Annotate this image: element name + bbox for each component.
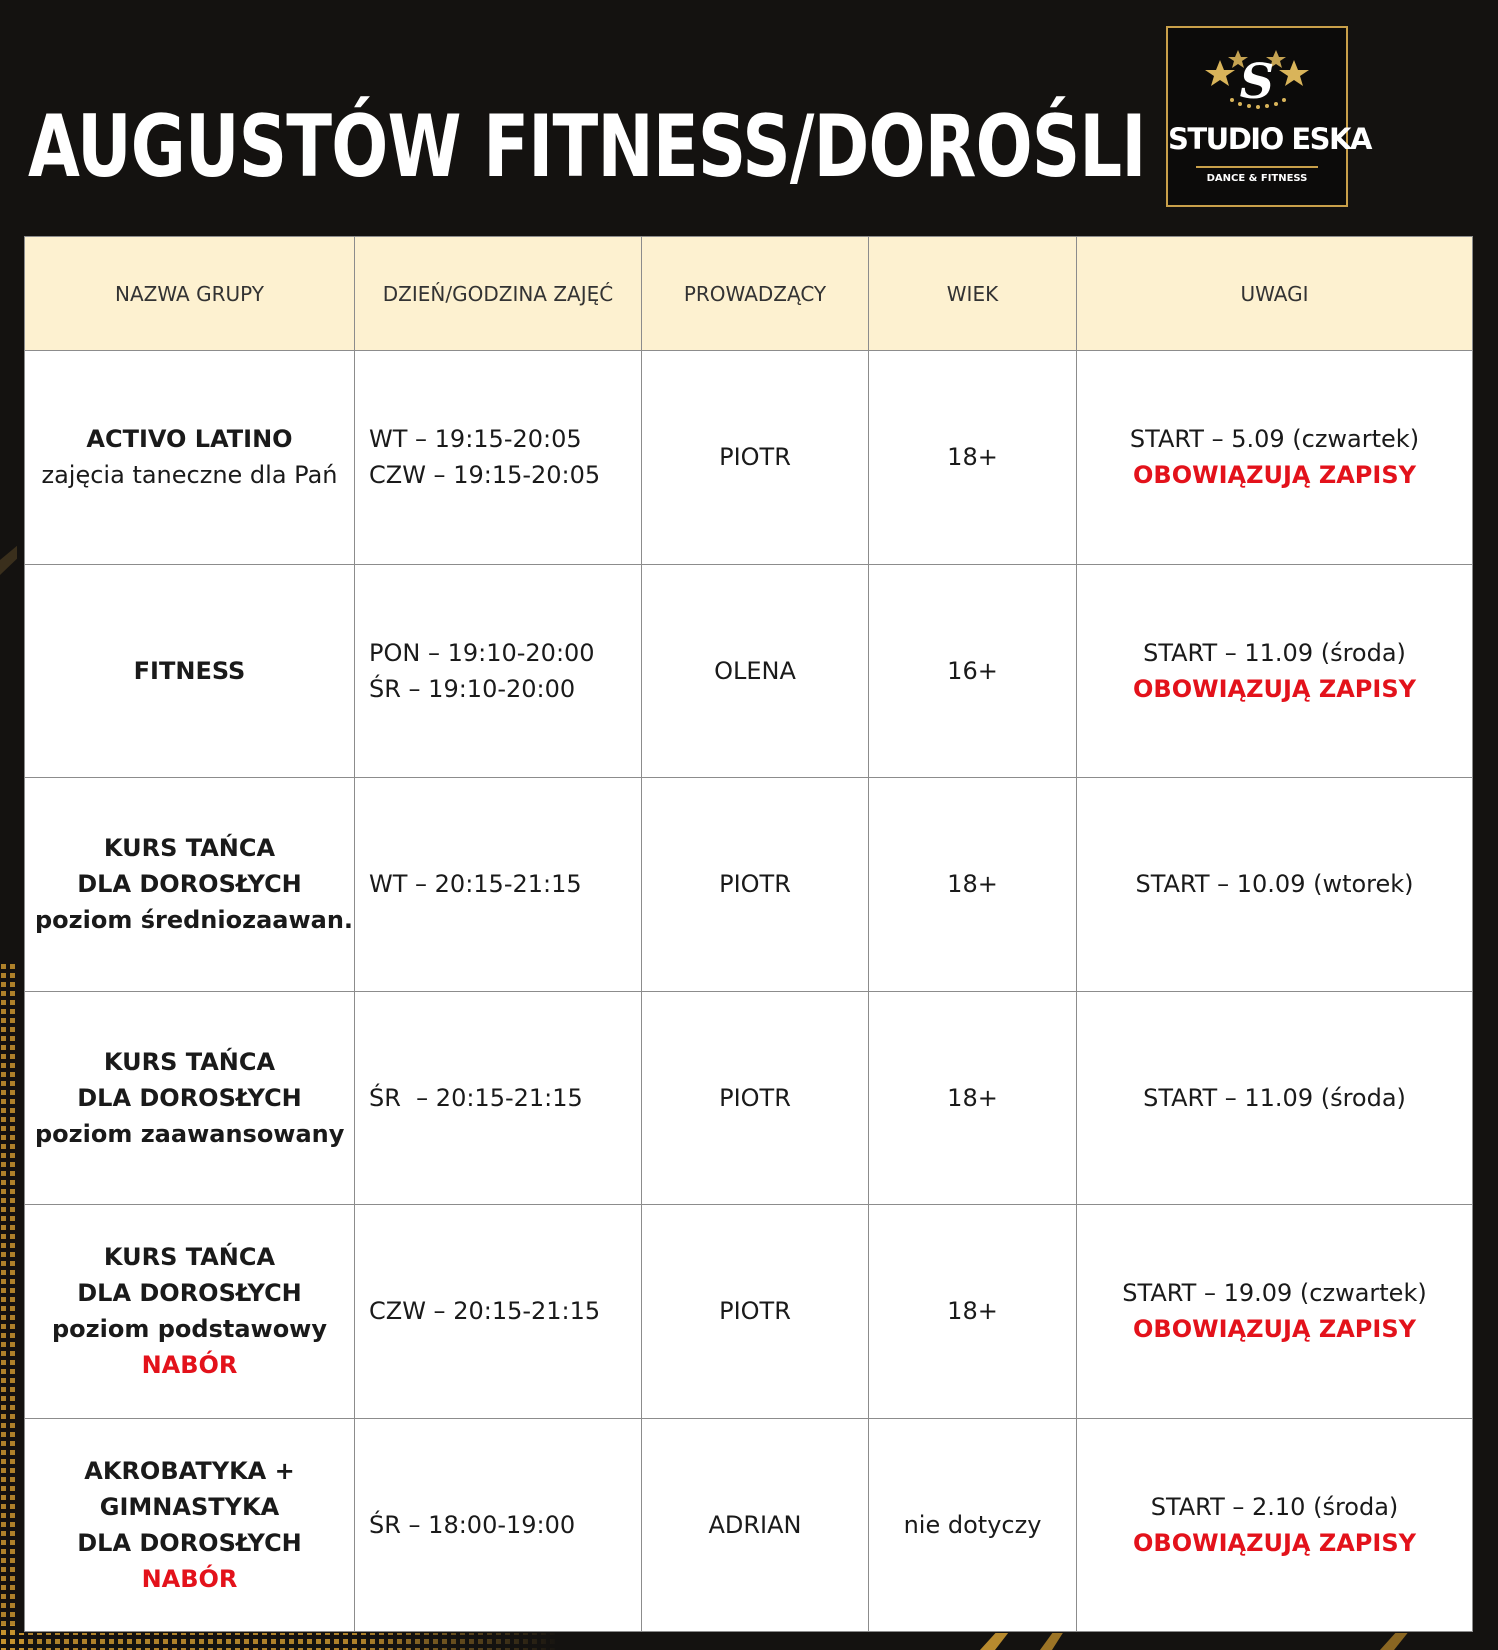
notes-cell: [1077, 564, 1473, 778]
age-cell: 16+: [869, 564, 1077, 778]
group-name: ACTIVO LATINO: [86, 425, 293, 454]
instructor-cell: ADRIAN: [642, 1418, 869, 1632]
group-name: KURS TAŃCA: [103, 834, 276, 863]
group-name: DLA DOROSŁYCH: [77, 1279, 302, 1308]
age-cell: nie dotyczy: [869, 1418, 1077, 1632]
logo-initial: S: [1239, 54, 1275, 110]
schedule-cell: [355, 1205, 642, 1419]
table-row: [25, 778, 1473, 992]
schedule-cell: [355, 564, 642, 778]
notes-cell: [1077, 1418, 1473, 1632]
age-cell: 18+: [869, 351, 1077, 565]
group-name: FITNESS: [133, 656, 246, 685]
age-cell: 18+: [869, 1205, 1077, 1419]
group-name-cell: [25, 1418, 355, 1632]
group-note: zajęcia taneczne dla Pań: [41, 461, 338, 490]
schedule-cell: [355, 778, 642, 992]
registration-notice: OBOWIĄZUJĄ ZAPISY: [1133, 1528, 1416, 1557]
instructor-cell: OLENA: [642, 564, 869, 778]
schedule-line: PON – 19:10-20:00: [369, 638, 595, 667]
start-date: START – 10.09 (wtorek): [1135, 870, 1414, 899]
instructor-cell: PIOTR: [642, 351, 869, 565]
studio-logo: [1166, 26, 1371, 207]
start-date: START – 19.09 (czwartek): [1122, 1279, 1427, 1308]
notes-cell: [1077, 351, 1473, 565]
group-name-cell: [25, 1205, 355, 1419]
group-name: KURS TAŃCA: [103, 1047, 276, 1076]
group-name-cell: [25, 351, 355, 565]
group-name: AKROBATYKA +: [84, 1456, 295, 1485]
group-name-cell: [25, 778, 355, 992]
table-row: [25, 351, 1473, 565]
group-name: GIMNASTYKA: [99, 1492, 280, 1521]
instructor-cell: PIOTR: [642, 1205, 869, 1419]
table-row: [25, 1418, 1473, 1632]
schedule-table: [24, 236, 1473, 1632]
schedule-table-frame: [17, 229, 1478, 1633]
schedule-line: WT – 19:15-20:05: [369, 425, 582, 454]
registration-notice: OBOWIĄZUJĄ ZAPISY: [1133, 674, 1416, 703]
group-name: DLA DOROSŁYCH: [77, 870, 302, 899]
instructor-cell: PIOTR: [642, 991, 869, 1205]
table-header-row: [25, 237, 1473, 351]
schedule-cell: [355, 351, 642, 565]
notes-cell: [1077, 991, 1473, 1205]
start-date: START – 11.09 (środa): [1143, 1083, 1406, 1112]
header-schedule: DZIEŃ/GODZINA ZAJĘĆ: [355, 237, 642, 351]
schedule-cell: [355, 1418, 642, 1632]
start-date: START – 2.10 (środa): [1150, 1492, 1399, 1521]
schedule-line: ŚR – 18:00-19:00: [369, 1510, 576, 1539]
registration-notice: OBOWIĄZUJĄ ZAPISY: [1133, 1315, 1416, 1344]
header-notes: UWAGI: [1077, 237, 1473, 351]
group-name: KURS TAŃCA: [103, 1243, 276, 1272]
logo-divider: [1196, 166, 1318, 168]
schedule-cell: [355, 991, 642, 1205]
age-cell: 18+: [869, 778, 1077, 992]
group-name: DLA DOROSŁYCH: [77, 1083, 302, 1112]
start-date: START – 5.09 (czwartek): [1129, 425, 1420, 454]
group-level: poziom podstawowy: [52, 1315, 327, 1344]
header-instructor: PROWADZĄCY: [642, 237, 869, 351]
page-title: AUGUSTÓW FITNESS/DOROŚLI: [28, 97, 1146, 197]
recruitment-tag: NABÓR: [141, 1564, 238, 1593]
schedule-line: CZW – 20:15-21:15: [369, 1297, 601, 1326]
table-row: [25, 564, 1473, 778]
logo-name: STUDIO ESKA: [1168, 122, 1371, 156]
group-name: DLA DOROSŁYCH: [77, 1528, 302, 1557]
schedule-line: ŚR – 19:10-20:00: [369, 674, 576, 703]
header-group-name: NAZWA GRUPY: [25, 237, 355, 351]
table-row: [25, 991, 1473, 1205]
start-date: START – 11.09 (środa): [1143, 638, 1406, 667]
schedule-line: WT – 20:15-21:15: [369, 870, 582, 899]
table-row: [25, 1205, 1473, 1419]
recruitment-tag: NABÓR: [141, 1351, 238, 1380]
registration-notice: OBOWIĄZUJĄ ZAPISY: [1133, 461, 1416, 490]
group-name-cell: [25, 564, 355, 778]
schedule-line: ŚR – 20:15-21:15: [369, 1083, 583, 1112]
header-age: WIEK: [869, 237, 1077, 351]
schedule-line: CZW – 19:15-20:05: [369, 461, 601, 490]
notes-cell: [1077, 1205, 1473, 1419]
group-level: poziom zaawansowany: [35, 1119, 345, 1148]
group-name-cell: [25, 991, 355, 1205]
stars-emblem-icon: [1168, 42, 1346, 122]
group-level: poziom średniozaawan.: [35, 906, 354, 935]
instructor-cell: PIOTR: [642, 778, 869, 992]
logo-tagline: DANCE & FITNESS: [1206, 173, 1308, 184]
notes-cell: [1077, 778, 1473, 992]
age-cell: 18+: [869, 991, 1077, 1205]
